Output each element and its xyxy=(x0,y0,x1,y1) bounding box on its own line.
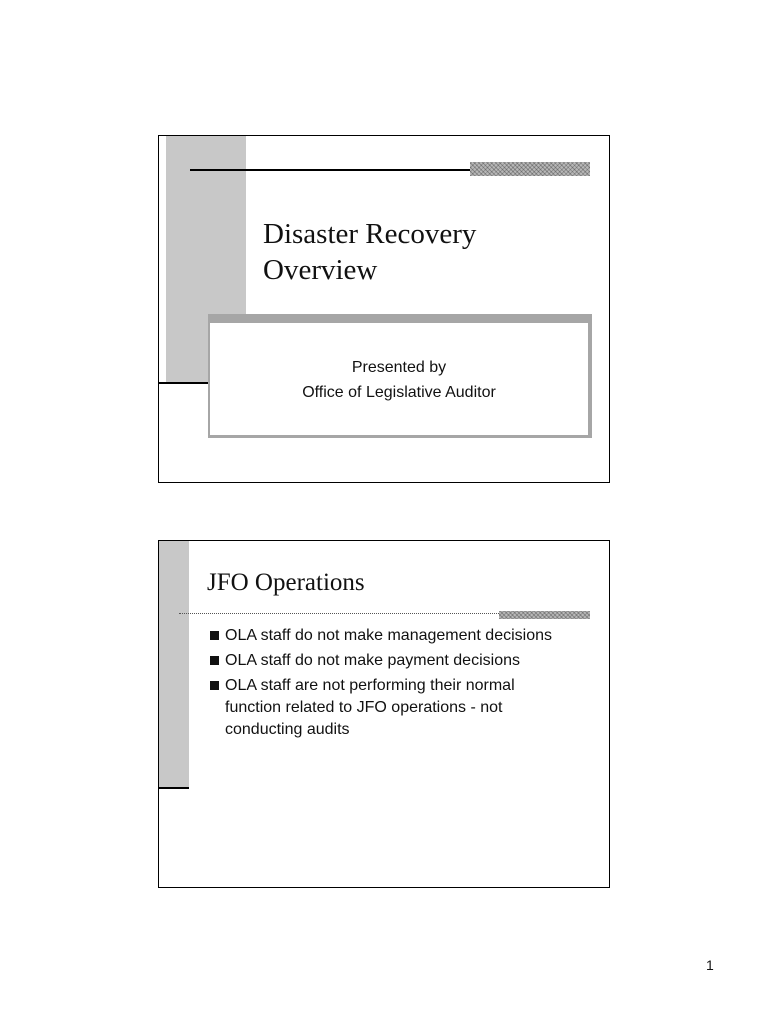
slide-2-bullet-list xyxy=(209,625,559,744)
slide-2-title: JFO Operations xyxy=(207,569,365,596)
slide-1 xyxy=(158,135,610,483)
slide-1-subtitle-line-1: Presented by xyxy=(351,359,447,376)
bullet-text: OLA staff do not make management decisions xyxy=(225,627,553,644)
bullet-text: OLA staff do not make payment decisions xyxy=(225,652,520,669)
slide-2-left-rule xyxy=(159,787,189,789)
bullet-text: OLA staff are not performing their normal function related to JFO operations - not conducting audits xyxy=(225,677,515,738)
page-number: 1 xyxy=(706,957,714,973)
slide-1-subtitle-box xyxy=(208,314,592,438)
slide-1-hatched-bar xyxy=(470,162,590,176)
bullet-item xyxy=(209,625,559,647)
bullet-item xyxy=(209,650,559,672)
bullet-item xyxy=(209,675,559,741)
slide-2-hatched-bar xyxy=(499,611,590,619)
slide-1-title-line-1: Disaster Recovery xyxy=(263,218,477,250)
slide-1-title-line-2: Overview xyxy=(263,254,378,286)
square-bullet-icon xyxy=(210,656,219,665)
slide-1-title xyxy=(263,216,593,288)
square-bullet-icon xyxy=(210,631,219,640)
slide-1-subtitle-line-2: Office of Legislative Auditor xyxy=(302,384,496,401)
slide-2-sidebar-band xyxy=(159,541,189,787)
slide-2 xyxy=(158,540,610,888)
square-bullet-icon xyxy=(210,681,219,690)
slide-1-left-rule xyxy=(159,382,209,384)
slide-1-top-rule xyxy=(190,169,470,171)
